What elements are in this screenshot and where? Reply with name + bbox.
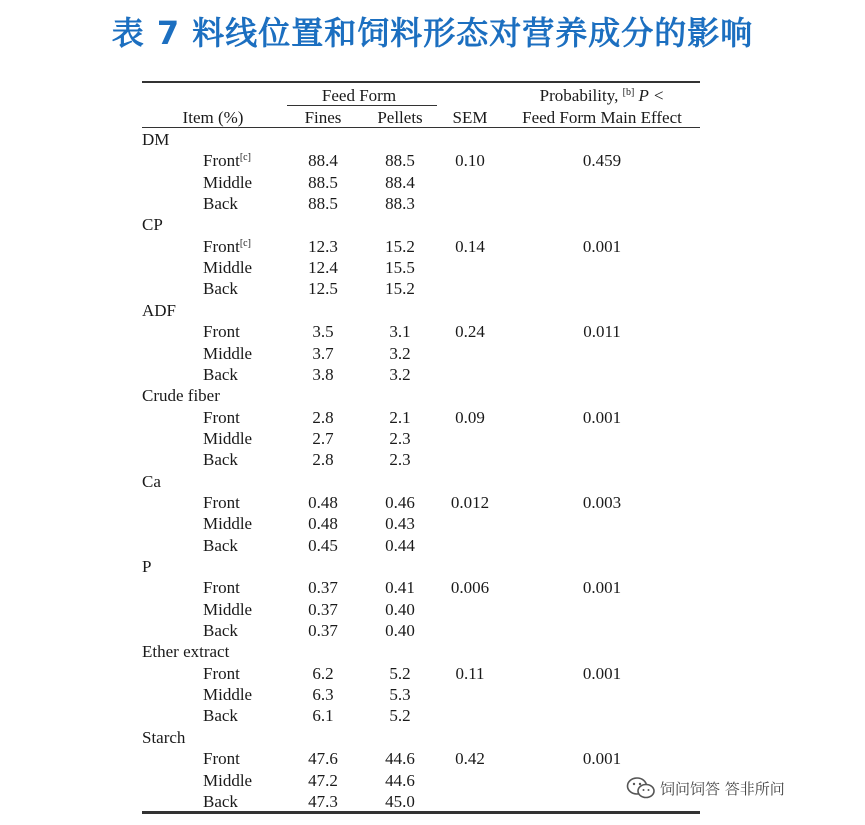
sem-value: 0.42: [455, 749, 485, 769]
fines-value: 47.6: [308, 749, 338, 769]
row-label: [203, 772, 252, 789]
row-label: [203, 451, 238, 468]
pellets-value: 88.5: [385, 151, 415, 171]
fines-value: 2.8: [312, 407, 334, 427]
fines-value: 88.5: [308, 194, 338, 214]
pellets-value: 3.2: [389, 364, 411, 384]
row-label: [203, 430, 252, 447]
group-label: CP: [142, 215, 163, 235]
sem-value: 0.012: [450, 492, 490, 512]
row-label-text: Back: [203, 706, 238, 726]
p-value: 0.001: [582, 749, 622, 769]
row-label-text: Front: [203, 749, 240, 769]
row-label: [203, 280, 238, 297]
row-label: [203, 259, 252, 276]
watermark-text: 饲问饲答 答非所问: [660, 779, 785, 798]
p-value: 0.001: [582, 236, 622, 256]
row-label-text: Back: [203, 364, 238, 384]
row-label: [203, 238, 251, 255]
fines-value: 3.7: [312, 343, 334, 363]
row-label: [203, 579, 240, 596]
group-label: P: [142, 557, 152, 576]
row-label-text: Middle: [203, 343, 253, 363]
row-label-text: Back: [203, 791, 238, 811]
fines-value: 47.2: [308, 770, 338, 790]
row-label-text: Back: [203, 535, 238, 555]
pellets-value: 5.2: [389, 706, 411, 726]
row-label-text: Middle: [203, 428, 253, 448]
p-value: 0.001: [582, 663, 622, 683]
pellets-value: 45.0: [385, 791, 415, 811]
group-label: Starch: [142, 727, 186, 747]
footnote-marker: [c]: [239, 237, 251, 249]
row-label: [203, 174, 252, 191]
row-label-text: Front: [203, 151, 240, 171]
header-feed-form: Feed Form: [321, 86, 397, 105]
row-label-text: Front: [203, 322, 240, 342]
p-value: 0.001: [582, 407, 622, 427]
sem-value: 0.09: [455, 407, 485, 427]
row-label: [203, 537, 238, 554]
pellets-value: 2.3: [389, 450, 411, 470]
fines-value: 0.37: [308, 599, 338, 619]
row-label-text: Front: [203, 663, 240, 683]
row-label: [203, 622, 238, 639]
row-label: [203, 195, 238, 212]
group-label: Ca: [142, 471, 161, 491]
fines-value: 0.37: [308, 578, 338, 598]
header-pellets: Pellets: [377, 108, 423, 127]
nutrient-table: [142, 0, 700, 825]
pellets-value: 5.3: [389, 685, 411, 705]
fines-value: 0.45: [308, 535, 338, 555]
wechat-icon: [626, 776, 656, 800]
row-label: [203, 601, 252, 618]
row-label-text: Middle: [203, 685, 253, 705]
fines-value: 47.3: [308, 791, 338, 811]
pellets-value: 44.6: [385, 770, 415, 790]
row-label: [203, 494, 240, 511]
sem-value: 0.11: [455, 663, 485, 683]
p-value: 0.001: [582, 578, 622, 598]
row-label-text: Middle: [203, 770, 253, 790]
fines-value: 6.1: [312, 706, 334, 726]
header-probability: Probability, [b] P <: [539, 86, 665, 105]
row-label-text: Middle: [203, 514, 253, 534]
feed-form-rule: [287, 105, 437, 106]
pellets-value: 2.1: [389, 407, 411, 427]
row-label: [203, 686, 252, 703]
row-label-text: Back: [203, 194, 238, 214]
group-label: ADF: [142, 300, 177, 320]
sem-value: 0.006: [450, 578, 490, 598]
fines-value: 0.48: [308, 514, 338, 534]
header-main-effect: Feed Form Main Effect: [522, 108, 682, 127]
row-label-text: Front: [203, 578, 240, 598]
group-label: DM: [142, 130, 170, 149]
fines-value: 6.3: [312, 685, 334, 705]
fines-value: 12.4: [308, 258, 338, 278]
row-label: [203, 323, 240, 340]
row-label: [203, 793, 238, 810]
pellets-value: 0.44: [385, 535, 415, 555]
pellets-value: 0.41: [385, 578, 415, 598]
row-label-text: Middle: [203, 172, 253, 192]
watermark: [626, 776, 785, 800]
top-rule: [142, 81, 700, 83]
row-label-text: Front: [203, 407, 240, 427]
pellets-value: 0.46: [385, 492, 415, 512]
group-label: Ether extract: [142, 642, 230, 662]
row-label: [203, 665, 240, 682]
header-fines: Fines: [304, 108, 342, 127]
header-rule: [142, 127, 700, 128]
row-label: [203, 366, 238, 383]
header-sem: SEM: [452, 108, 488, 127]
fines-value: 12.5: [308, 279, 338, 299]
row-label: [203, 750, 240, 767]
row-label-text: Middle: [203, 258, 253, 278]
fines-value: 0.37: [308, 621, 338, 641]
sem-value: 0.24: [455, 322, 485, 342]
p-value: 0.003: [582, 492, 622, 512]
fines-value: 2.8: [312, 450, 334, 470]
pellets-value: 88.4: [385, 172, 415, 192]
sem-value: 0.14: [455, 236, 485, 256]
fines-value: 6.2: [312, 663, 334, 683]
fines-value: 3.5: [312, 322, 334, 342]
fines-value: 12.3: [308, 236, 338, 256]
bottom-rule: [142, 811, 700, 814]
row-label: [203, 707, 238, 724]
footnote-marker: [c]: [239, 152, 251, 164]
pellets-value: 44.6: [385, 749, 415, 769]
pellets-value: 0.40: [385, 621, 415, 641]
pellets-value: 2.3: [389, 428, 411, 448]
row-label-text: Front: [203, 492, 240, 512]
pellets-value: 3.2: [389, 343, 411, 363]
pellets-value: 15.2: [385, 279, 415, 299]
row-label: [203, 409, 240, 426]
row-label: [203, 515, 252, 532]
row-label: [203, 152, 251, 169]
pellets-value: 88.3: [385, 194, 415, 214]
p-value: 0.011: [583, 322, 621, 342]
header-item: Item (%): [182, 108, 244, 127]
row-label-text: Middle: [203, 599, 253, 619]
pellets-value: 0.43: [385, 514, 415, 534]
group-label: Crude fiber: [142, 386, 220, 406]
fines-value: 0.48: [308, 492, 338, 512]
fines-value: 88.4: [308, 151, 338, 171]
pellets-value: 5.2: [389, 663, 411, 683]
pellets-value: 15.5: [385, 258, 415, 278]
sem-value: 0.10: [455, 151, 485, 171]
p-value: 0.459: [582, 151, 622, 171]
row-label-text: Back: [203, 279, 238, 299]
row-label-text: Back: [203, 450, 238, 470]
fines-value: 2.7: [312, 428, 334, 448]
pellets-value: 0.40: [385, 599, 415, 619]
fines-value: 3.8: [312, 364, 334, 384]
pellets-value: 3.1: [389, 322, 411, 342]
page-title: 表 7 料线位置和饲料形态对营养成分的影响: [111, 14, 754, 52]
row-label-text: Back: [203, 621, 238, 641]
row-label-text: Front: [203, 236, 240, 256]
pellets-value: 15.2: [385, 236, 415, 256]
row-label: [203, 345, 252, 362]
fines-value: 88.5: [308, 172, 338, 192]
